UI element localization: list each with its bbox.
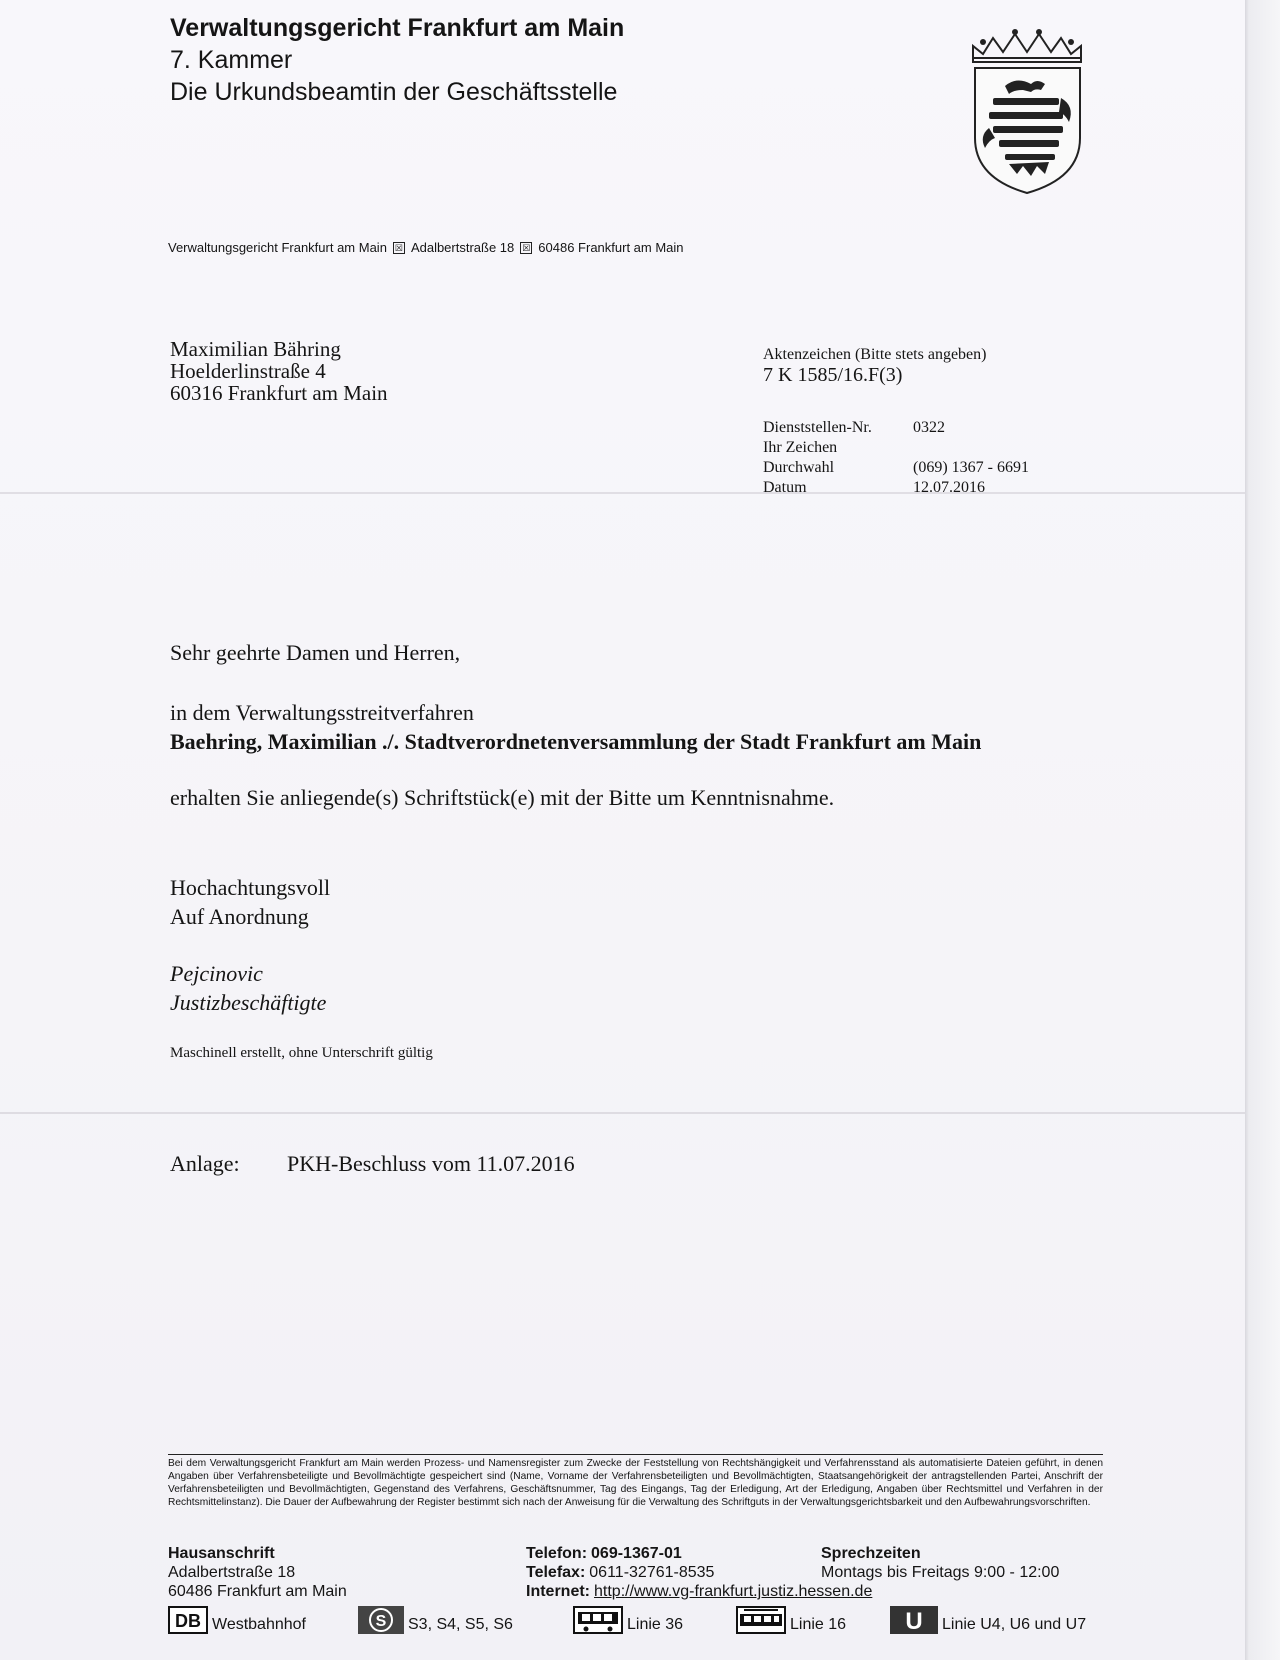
transit-label: Westbahnhof: [212, 1616, 306, 1633]
meta-value: (069) 1367 - 6691: [913, 459, 1029, 476]
reference-number: 7 K 1585/16.F(3): [763, 364, 903, 386]
transit-db: [168, 1606, 306, 1634]
internet-label: Internet:: [526, 1583, 590, 1600]
transit-u-bahn: [890, 1606, 1086, 1634]
fax-label: Telefax:: [526, 1564, 586, 1581]
phone-number: 069-1367-01: [591, 1545, 682, 1562]
meta-key: Durchwahl: [763, 459, 835, 476]
footer-divider: [168, 1454, 1103, 1455]
transit-label: Linie 36: [627, 1616, 684, 1633]
footer-city: 60486 Frankfurt am Main: [168, 1583, 347, 1600]
db-logo-icon: [168, 1606, 208, 1634]
paper-edge: [1245, 0, 1280, 1660]
svg-text:U: U: [905, 1608, 923, 1634]
footer-hours: [821, 1544, 1059, 1582]
svg-text:S: S: [375, 1613, 387, 1630]
meta-value: 0322: [913, 419, 945, 436]
hours-heading: Sprechzeiten: [821, 1545, 921, 1562]
chamber: 7. Kammer: [170, 46, 293, 74]
meta-row: [763, 458, 1029, 478]
transit-s-bahn: [358, 1606, 513, 1634]
reference-label: Aktenzeichen (Bitte stets angeben): [763, 346, 987, 363]
footer-address: [168, 1544, 347, 1601]
machine-note: Maschinell erstellt, ohne Unterschrift gültig: [170, 1045, 433, 1061]
tram-icon: [736, 1606, 786, 1634]
meta-row: [763, 438, 1029, 458]
closing-line: Auf Anordnung: [170, 904, 309, 929]
bus-icon: [573, 1606, 623, 1634]
attachment-value: PKH-Beschluss vom 11.07.2016: [287, 1151, 575, 1176]
meta-value: 12.07.2016: [913, 479, 985, 496]
s-bahn-icon: [358, 1606, 404, 1634]
transit-info: [168, 1606, 1108, 1636]
sender-street: Adalbertstraße 18: [410, 240, 515, 255]
meta-key: Ihr Zeichen: [763, 439, 838, 456]
transit-label: S3, S4, S5, S6: [408, 1616, 513, 1633]
website-link[interactable]: http://www.vg-frankfurt.justiz.hessen.de: [594, 1583, 873, 1600]
hours-value: Montags bis Freitags 9:00 - 12:00: [821, 1564, 1060, 1581]
fold-line: [0, 1112, 1245, 1114]
recipient-address: [170, 338, 388, 404]
transit-tram: [736, 1606, 846, 1634]
meta-key: Datum: [763, 479, 807, 496]
svg-text:DB: DB: [175, 1611, 201, 1631]
fax-number: 0611-32761-8535: [589, 1564, 715, 1581]
sender-return-line: [168, 240, 684, 255]
recipient-city: 60316 Frankfurt am Main: [170, 381, 388, 405]
signer: [170, 959, 326, 1017]
transit-bus: [573, 1606, 683, 1634]
transit-label: Linie 16: [790, 1616, 847, 1633]
meta-info: [763, 418, 1029, 498]
request-text: erhalten Sie anliegende(s) Schriftstück(e) mit der Bitte um Kenntnisnahme.: [170, 785, 835, 810]
recipient-street: Hoelderlinstraße 4: [170, 359, 326, 383]
intro-text: in dem Verwaltungsstreitverfahren: [170, 700, 474, 725]
separator-box-icon: ☒: [522, 242, 531, 253]
meta-key: Dienststellen-Nr.: [763, 419, 872, 436]
sender-city: 60486 Frankfurt am Main: [538, 240, 684, 255]
sender-court: Verwaltungsgericht Frankfurt am Main: [168, 240, 387, 255]
transit-label: Linie U4, U6 und U7: [942, 1616, 1087, 1633]
u-bahn-icon: [890, 1606, 938, 1634]
court-name: Verwaltungsgericht Frankfurt am Main: [170, 14, 625, 42]
footer-street: Adalbertstraße 18: [168, 1564, 296, 1581]
meta-row: [763, 418, 1029, 438]
clerk-title: Die Urkundsbeamtin der Geschäftsstelle: [170, 78, 618, 106]
meta-value: [913, 438, 1029, 458]
case-parties: Baehring, Maximilian ./. Stadtverordnetenversammlung der Stadt Frankfurt am Main: [170, 729, 982, 754]
privacy-notice: Bei dem Verwaltungsgericht Frankfurt am Main werden Prozess- und Namensregister zum Zwecke der Feststellung von Rechtshängigkeit und Verfahrensstand als automatisierte Dateien geführt, in denen Angaben über Verfahrensbeteiligte und Bevollmächtigte gespeichert sind (Name, Vorname der Verfahrensbeteiligten und Bevollmächtigten, Staatsangehörigkeit der antragstellenden Partei, Anschrift der Verfahrensbeteiligten und Bevollmächtigten, Gegenstand des Verfahrens, Geschäftsnummer, Tag des Eingangs, Tag der Erledigung, Art der Erledigung, Angaben über Rechtsmittel und Verfahren in der Rechtsmittelinstanz). Die Dauer der Aufbewahrung der Register bestimmt sich nach der Anweisung für die Verwaltung des Schriftguts in der Verwaltungsgerichtsbarkeit und den Aufbewahrungsvorschriften.: [168, 1458, 1103, 1508]
footer-address-heading: Hausanschrift: [168, 1545, 275, 1562]
meta-row: [763, 478, 1029, 498]
closing: [170, 873, 330, 931]
closing-line: Hochachtungsvoll: [170, 875, 331, 900]
attachment-label: Anlage:: [170, 1151, 240, 1176]
fold-line: [0, 492, 1245, 494]
recipient-name: Maximilian Bähring: [170, 337, 341, 361]
signer-name: Pejcinovic: [170, 961, 263, 986]
separator-box-icon: ☒: [394, 242, 403, 253]
greeting: Sehr geehrte Damen und Herren,: [170, 640, 461, 665]
hessen-lion-crest-icon: [965, 28, 1090, 198]
phone-label: Telefon:: [526, 1545, 588, 1562]
signer-title: Justizbeschäftigte: [170, 990, 327, 1015]
